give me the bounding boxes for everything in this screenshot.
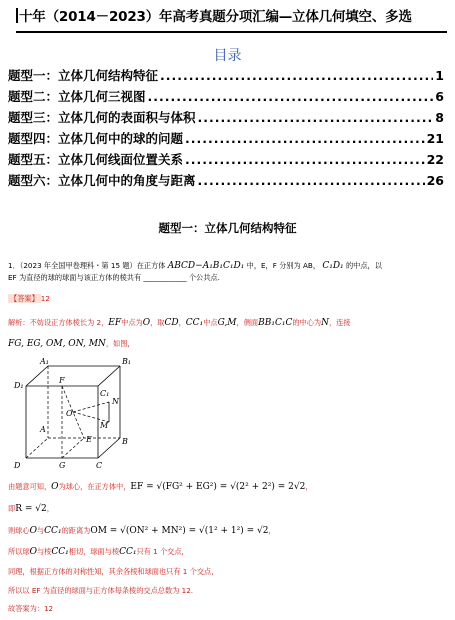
solution-text: 的距离为 — [61, 526, 91, 535]
toc-entry-page: 6 — [435, 89, 444, 104]
toc-entry[interactable] — [8, 108, 444, 129]
toc-entry-label: 题型四：立体几何中的球的问题 — [8, 131, 184, 146]
solution-line-1 — [8, 317, 448, 329]
solution-text: 中点为 — [121, 318, 143, 327]
toc-entry-label: 题型三：立体几何的表面积与体积 — [8, 110, 196, 125]
point-label: C₁ — [100, 389, 110, 398]
table-of-contents — [8, 66, 444, 192]
solution-text: 即 — [8, 504, 16, 513]
solution-text: ， — [46, 504, 54, 513]
cube-edge — [98, 366, 120, 386]
question-text-part: 的中点，以 — [345, 261, 382, 270]
math-expression: CC₁ — [44, 526, 62, 536]
toc-entry-label: 题型二：立体几何三视图 — [8, 89, 146, 104]
cube-edge — [98, 438, 120, 458]
segment-on — [73, 402, 109, 412]
point-label: M — [100, 421, 109, 430]
point-label: B — [122, 437, 128, 446]
math-expression: N — [321, 318, 329, 328]
final-answer-line: 故答案为：12 — [8, 604, 54, 613]
toc-leader-dots — [198, 173, 425, 188]
solution-text: 解析：不妨设正方体棱长为 2， — [8, 318, 109, 327]
solution-line-6 — [8, 546, 189, 558]
solution-text: 相切，球面与棱 — [68, 547, 120, 556]
solution-text: 只有 1 个交点， — [136, 547, 189, 556]
solution-text: ， — [268, 526, 276, 535]
toc-entry-page: 1 — [435, 68, 444, 83]
math-expression: G,M — [217, 318, 237, 328]
math-expression: CD — [164, 318, 179, 328]
solution-line-3 — [8, 481, 313, 493]
solution-text: ， — [178, 318, 186, 327]
solution-text: 由题意可知， — [8, 482, 52, 491]
solution-text: 与 — [36, 526, 45, 535]
hidden-edge — [26, 438, 48, 458]
point-label: A — [40, 425, 46, 434]
math-expression: O — [51, 482, 59, 492]
toc-leader-dots — [185, 152, 425, 167]
question-text — [8, 260, 448, 283]
math-expression: O — [29, 547, 37, 557]
point-label: N — [112, 397, 119, 406]
math-expression: O — [142, 318, 151, 328]
math-expression: BB₁C₁C — [258, 318, 293, 328]
solution-line-2 — [8, 338, 448, 350]
toc-entry-page: 26 — [426, 173, 444, 188]
solution-text: ， — [305, 482, 313, 491]
question-text-part: 1．（2023 年全国甲卷理科・第 15 题）在正方体 — [8, 261, 166, 270]
cube-figure — [8, 354, 138, 472]
toc-entry-page: 8 — [435, 110, 444, 125]
point-label: A₁ — [40, 357, 49, 366]
solution-text: ，取 — [150, 318, 165, 327]
solution-text: 所以球 — [8, 547, 30, 556]
solution-text: ，如图， — [105, 339, 135, 348]
math-expression: C₁D₁ — [322, 261, 344, 271]
point-label: G — [59, 461, 66, 470]
solution-text: ，连接 — [328, 318, 351, 327]
toc-entry-page: 22 — [426, 152, 444, 167]
toc-entry[interactable] — [8, 129, 444, 150]
point-label: F — [59, 376, 65, 385]
toc-entry-label: 题型六：立体几何中的角度与距离 — [8, 173, 196, 188]
question-line-2: EF 为直径的球的球面与该正方体的棱共有 ____________ 个公共点. — [8, 273, 220, 282]
solution-line-4 — [8, 503, 54, 515]
solution-text: 则球心 — [8, 526, 30, 535]
point-label: O — [66, 409, 73, 418]
title-bar-mark — [16, 8, 18, 23]
toc-entry[interactable] — [8, 150, 444, 171]
toc-entry[interactable] — [8, 171, 444, 192]
point-label: E — [86, 435, 92, 444]
math-expression: FG, EG, OM, ON, MN — [8, 339, 106, 349]
solution-text: 与棱 — [36, 547, 52, 556]
point-label: C — [96, 461, 103, 470]
solution-text: 中点 — [203, 318, 218, 327]
math-expression: OM = √(ON² + MN²) = √(1² + 1²) = √2 — [90, 526, 269, 536]
math-expression: O — [29, 526, 37, 536]
answer-line — [8, 293, 50, 304]
math-expression: EF = √(FG² + EG²) = √(2² + 2²) = 2√2 — [130, 482, 306, 492]
math-expression: ABCD−A₁B₁C₁D₁ — [167, 261, 245, 271]
solution-line-8: 所以以 EF 为直径的球面与正方体每条棱的交点总数为 12. — [8, 586, 194, 595]
toc-leader-dots — [185, 131, 425, 146]
question-text-part: 中，E，F 分别为 AB， — [246, 261, 321, 270]
point-label: D — [14, 461, 21, 470]
toc-entry-label: 题型一：立体几何结构特征 — [8, 68, 159, 83]
toc-leader-dots — [160, 68, 433, 83]
question-line-1 — [8, 260, 448, 272]
title-rule — [16, 31, 447, 33]
point-label: D₁ — [14, 381, 24, 390]
solution-text: ，侧面 — [236, 318, 259, 327]
toc-leader-dots — [148, 89, 434, 104]
toc-entry-page: 21 — [426, 131, 444, 146]
toc-leader-dots — [198, 110, 434, 125]
answer-tag: 【答案】 — [10, 294, 39, 303]
toc-entry[interactable] — [8, 66, 444, 87]
solution-text: 为球心，在正方体中， — [58, 482, 131, 491]
toc-heading: 目录 — [213, 48, 242, 64]
math-expression: CC₁ — [119, 547, 137, 557]
solution-line-7: 同理，根据正方体的对称性知，其余各棱和球面也只有 1 个交点， — [8, 567, 219, 576]
math-expression: EF — [108, 318, 122, 328]
answer-value: 12 — [40, 294, 50, 303]
document-title — [16, 6, 446, 28]
point-label: B₁ — [122, 357, 132, 366]
toc-entry-label: 题型五：立体几何线面位置关系 — [8, 152, 184, 167]
cube-edge — [26, 366, 48, 386]
solution-text: 的中心为 — [292, 318, 322, 327]
document-title-text: 十年（2014－2023）年高考真题分项汇编—立体几何填空、多选 — [19, 9, 412, 25]
segment-eg — [62, 438, 84, 458]
toc-entry[interactable] — [8, 87, 444, 108]
math-expression: CC₁ — [185, 318, 204, 328]
math-expression: CC₁ — [51, 547, 69, 557]
solution-line-5 — [8, 525, 276, 537]
math-expression: R = √2 — [15, 504, 47, 514]
section-heading: 题型一：立体几何结构特征 — [158, 221, 297, 235]
